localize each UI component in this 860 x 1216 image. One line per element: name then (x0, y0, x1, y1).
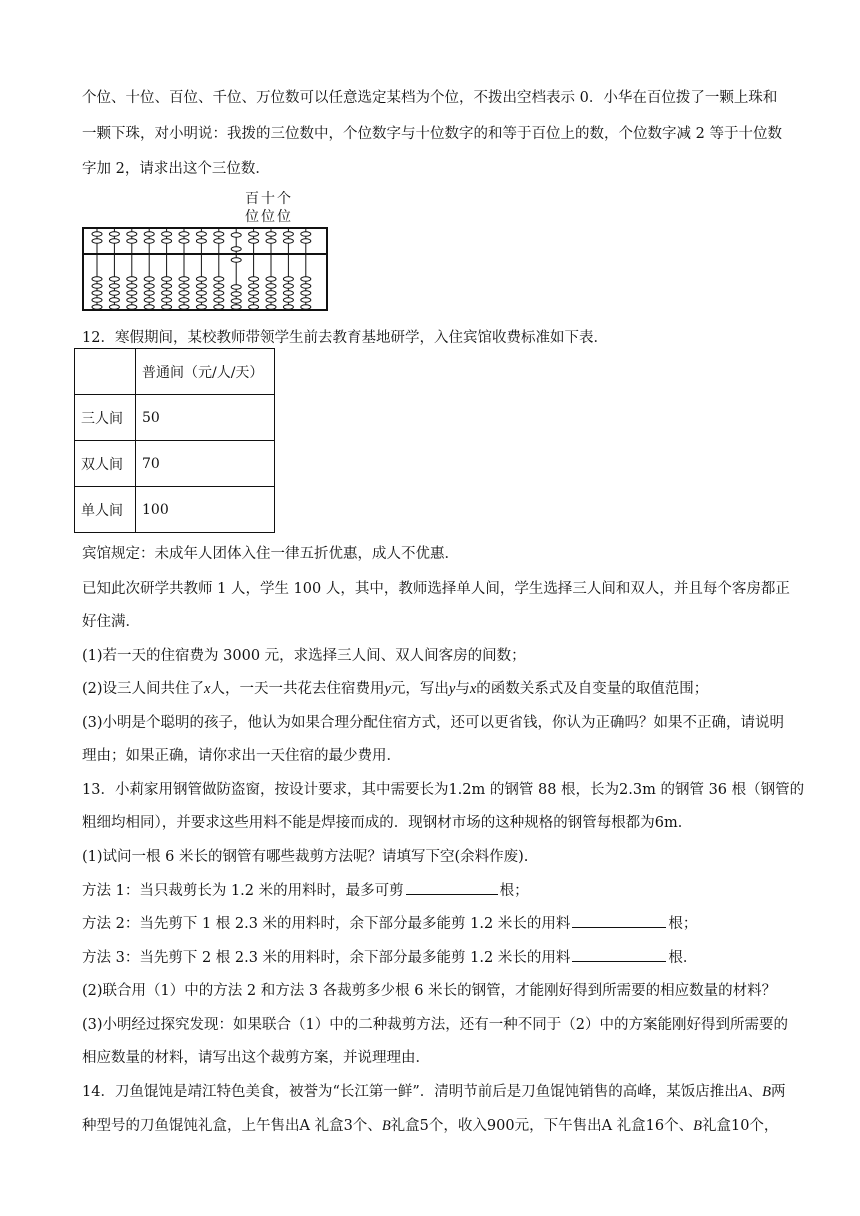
intro-line-2: 一颗下珠，对小明说：我拨的三位数中，个位数字与十位数字的和等于百位上的数，个位数字减 2 等于十位数 (82, 126, 782, 142)
text: 根； (668, 916, 698, 932)
q12-part-3-line-2: 理由；如果正确，请你求出一天住宿的最少费用． (82, 748, 401, 764)
abacus-bead (266, 291, 276, 295)
abacus-bead (92, 239, 102, 243)
q13-part-3-line-2: 相应数量的材料，请写出这个裁剪方案，并说理理由． (82, 1050, 430, 1066)
q14-line-2 (82, 1110, 810, 1142)
abacus-bead (179, 291, 189, 295)
table-row (75, 349, 275, 395)
text: 种型号的刀鱼馄饨礼盒，上午售出A 礼盒3个、 (82, 1118, 382, 1134)
abacus-bead (92, 305, 102, 309)
table-cell: 70 (136, 441, 275, 487)
abacus-bead (283, 277, 293, 281)
abacus-bead (144, 239, 154, 243)
abacus-bead (266, 305, 276, 309)
abacus-bead (266, 298, 276, 302)
abacus-bead (249, 284, 259, 288)
q12-given-2: 好住满． (82, 614, 140, 630)
abacus-bead (301, 291, 311, 295)
text: 与 (455, 681, 470, 697)
abacus-bead (127, 232, 137, 236)
abacus-bead (92, 284, 102, 288)
abacus-bead (144, 305, 154, 309)
abacus-bead (231, 258, 241, 262)
q13-line-1: 13．小莉家用钢管做防盗窗，按设计要求，其中需要长为1.2m 的钢管 88 根，长为2.3m 的钢管 36 根（钢管的 (82, 782, 805, 798)
table-cell: 单人间 (75, 487, 136, 533)
var-x: x (204, 681, 211, 697)
abacus-bead (266, 284, 276, 288)
abacus-bead (144, 277, 154, 281)
q12-rule: 宾馆规定：未成年人团体入住一律五折优惠，成人不优惠． (82, 546, 459, 562)
var-a: A (738, 1084, 748, 1100)
abacus-bead (231, 305, 241, 309)
abacus-place-labels (245, 190, 305, 226)
abacus-bead (283, 232, 293, 236)
abacus-bead (301, 239, 311, 243)
abacus-bead (196, 284, 206, 288)
text: 的函数关系式及自变量的取值范围； (476, 681, 709, 697)
abacus-bead (127, 298, 137, 302)
abacus-bead (127, 239, 137, 243)
abacus-bead (162, 232, 172, 236)
abacus-bead (283, 298, 293, 302)
q13-part-3-line-1: (3)小明经过探究发现：如果联合（1）中的二种裁剪方法，还有一种不同于（2）中的方案能刚好得到所需要的 (82, 1017, 788, 1033)
abacus-bead (127, 305, 137, 309)
abacus-bead (162, 298, 172, 302)
abacus-bead (127, 291, 137, 295)
abacus-bead (196, 239, 206, 243)
table-cell (75, 349, 136, 395)
abacus-bead (283, 305, 293, 309)
table-cell: 三人间 (75, 395, 136, 441)
q14-line-1 (82, 1076, 810, 1108)
table-row (75, 487, 275, 533)
abacus-bead (127, 277, 137, 281)
abacus-bead (266, 277, 276, 281)
abacus-bead (249, 305, 259, 309)
var-y: y (448, 681, 456, 697)
text: 礼盒5个，收入900元，下午售出A 礼盒16个、 (390, 1118, 694, 1134)
abacus-bead (109, 305, 119, 309)
var-b: B (762, 1084, 771, 1100)
abacus-bead (301, 298, 311, 302)
abacus-bead (231, 285, 241, 289)
table-row (75, 395, 275, 441)
rate-table (74, 348, 275, 533)
table-cell: 100 (136, 487, 275, 533)
text: 元，写出 (390, 681, 449, 697)
abacus-bead (249, 277, 259, 281)
intro-line-1: 个位、十位、百位、千位、万位数可以任意选定某档为个位，不拨出空档表示 0．小华在百位拨了一颗上珠和 (82, 90, 778, 106)
q12-part-3-line-1: (3)小明是个聪明的孩子，他认为如果合理分配住宿方式，还可以更省钱，你认为正确吗？如果不正确，请说明 (82, 715, 785, 731)
text: 、 (747, 1084, 763, 1100)
abacus-bead (144, 291, 154, 295)
abacus-bead (92, 232, 102, 236)
text: 方法 2：当先剪下 1 根 2.3 米的用料时，余下部分最多能剪 1.2 米长的用料 (82, 916, 571, 932)
abacus-bead (109, 277, 119, 281)
abacus-bead (92, 277, 102, 281)
text: 根； (499, 883, 529, 899)
abacus-bead (214, 232, 224, 236)
abacus-bead (301, 305, 311, 309)
abacus-bead (92, 291, 102, 295)
abacus-bead (301, 232, 311, 236)
abacus-bead (301, 277, 311, 281)
abacus-bead (249, 291, 259, 295)
abacus-bead (283, 239, 293, 243)
abacus-bead (92, 298, 102, 302)
abacus-bead (109, 291, 119, 295)
abacus-bead (231, 233, 241, 237)
abacus-bead (162, 284, 172, 288)
abacus-bead (231, 292, 241, 296)
abacus-bead (196, 232, 206, 236)
abacus-bead (214, 291, 224, 295)
abacus-bead (196, 291, 206, 295)
abacus-bead (109, 239, 119, 243)
text: 礼盒10个， (701, 1118, 779, 1134)
text: 方法 1：当只裁剪长为 1.2 米的用料时，最多可剪 (82, 883, 404, 899)
text: 根． (668, 950, 698, 966)
abacus-bead (179, 277, 189, 281)
answer-blank[interactable] (406, 878, 498, 895)
abacus-bead (231, 247, 241, 251)
abacus-bead (179, 298, 189, 302)
var-b: B (693, 1118, 702, 1134)
abacus-bead (249, 232, 259, 236)
q13-line-2: 粗细均相同），并要求这些用料不能是焊接而成的．现钢材市场的这种规格的钢管每根都为6m． (82, 815, 693, 831)
var-y: y (384, 681, 391, 697)
abacus-bead (179, 232, 189, 236)
abacus-bead (249, 239, 259, 243)
abacus-bead (214, 239, 224, 243)
abacus-bead (214, 277, 224, 281)
table-row (75, 441, 275, 487)
q13-method-1 (82, 875, 810, 907)
abacus-bead (283, 284, 293, 288)
abacus-bead (179, 239, 189, 243)
abacus-bead (266, 232, 276, 236)
abacus-bead (162, 277, 172, 281)
answer-blank[interactable] (572, 911, 666, 928)
abacus-bead (179, 284, 189, 288)
text: 人，一天一共花去住宿费用 (210, 681, 385, 697)
abacus-bead (162, 305, 172, 309)
abacus-bead (127, 284, 137, 288)
q13-part-1: (1)试问一根 6 米长的钢管有哪些裁剪方法呢？请填写下空(余料作废). (82, 849, 529, 865)
abacus-bead (109, 284, 119, 288)
abacus-bead (196, 298, 206, 302)
abacus-labels-bottom: 位位位 (245, 209, 293, 225)
abacus-bead (283, 291, 293, 295)
table-cell: 50 (136, 395, 275, 441)
var-b: B (381, 1118, 391, 1134)
table-cell: 双人间 (75, 441, 136, 487)
text: 14．刀鱼馄饨是靖江特色美食，被誉为“长江第一鲜”．清明节前后是刀鱼馄饨销售的高峰，某饭店推出 (82, 1084, 739, 1100)
text: 两 (771, 1084, 786, 1100)
abacus-bead (214, 305, 224, 309)
abacus-bead (144, 232, 154, 236)
q12-part-1: (1)若一天的住宿费为 3000 元，求选择三人间、双人间客房的间数； (82, 648, 526, 664)
abacus-bead (249, 298, 259, 302)
abacus-bead (144, 298, 154, 302)
abacus-bead (109, 232, 119, 236)
abacus-labels-top: 百十个 (245, 191, 293, 207)
answer-blank[interactable] (572, 945, 666, 962)
text: 方法 3：当先剪下 2 根 2.3 米的用料时，余下部分最多能剪 1.2 米长的用料 (82, 950, 571, 966)
abacus-figure (82, 227, 328, 311)
table-cell: 普通间（元/人/天） (136, 349, 275, 395)
q13-method-2 (82, 908, 810, 940)
abacus-bead (266, 239, 276, 243)
abacus-bead (214, 298, 224, 302)
q13-method-3 (82, 942, 810, 974)
abacus-bead (162, 291, 172, 295)
abacus-bead (301, 284, 311, 288)
abacus-bead (214, 284, 224, 288)
abacus-bead (179, 305, 189, 309)
intro-line-3: 字加 2，请求出这个三位数． (82, 161, 270, 177)
q12-given-1: 已知此次研学共教师 1 人，学生 100 人，其中，教师选择单人间，学生选择三人间和双人，并且每个客房都正 (82, 581, 790, 597)
var-x: x (469, 681, 477, 697)
q12-intro: 12．寒假期间，某校教师带领学生前去教育基地研学，入住宾馆收费标准如下表． (82, 330, 608, 346)
text: (2)设三人间共住了 (82, 681, 205, 697)
abacus-bead (196, 305, 206, 309)
abacus-bead (196, 277, 206, 281)
abacus-bead (162, 239, 172, 243)
abacus-bead (109, 298, 119, 302)
abacus-bead (231, 299, 241, 303)
abacus-bead (144, 284, 154, 288)
q13-part-2: (2)联合用（1）中的方法 2 和方法 3 各裁剪多少根 6 米长的钢管，才能刚好得到所需要的相应数量的材料？ (82, 983, 777, 999)
q12-part-2 (82, 673, 810, 705)
